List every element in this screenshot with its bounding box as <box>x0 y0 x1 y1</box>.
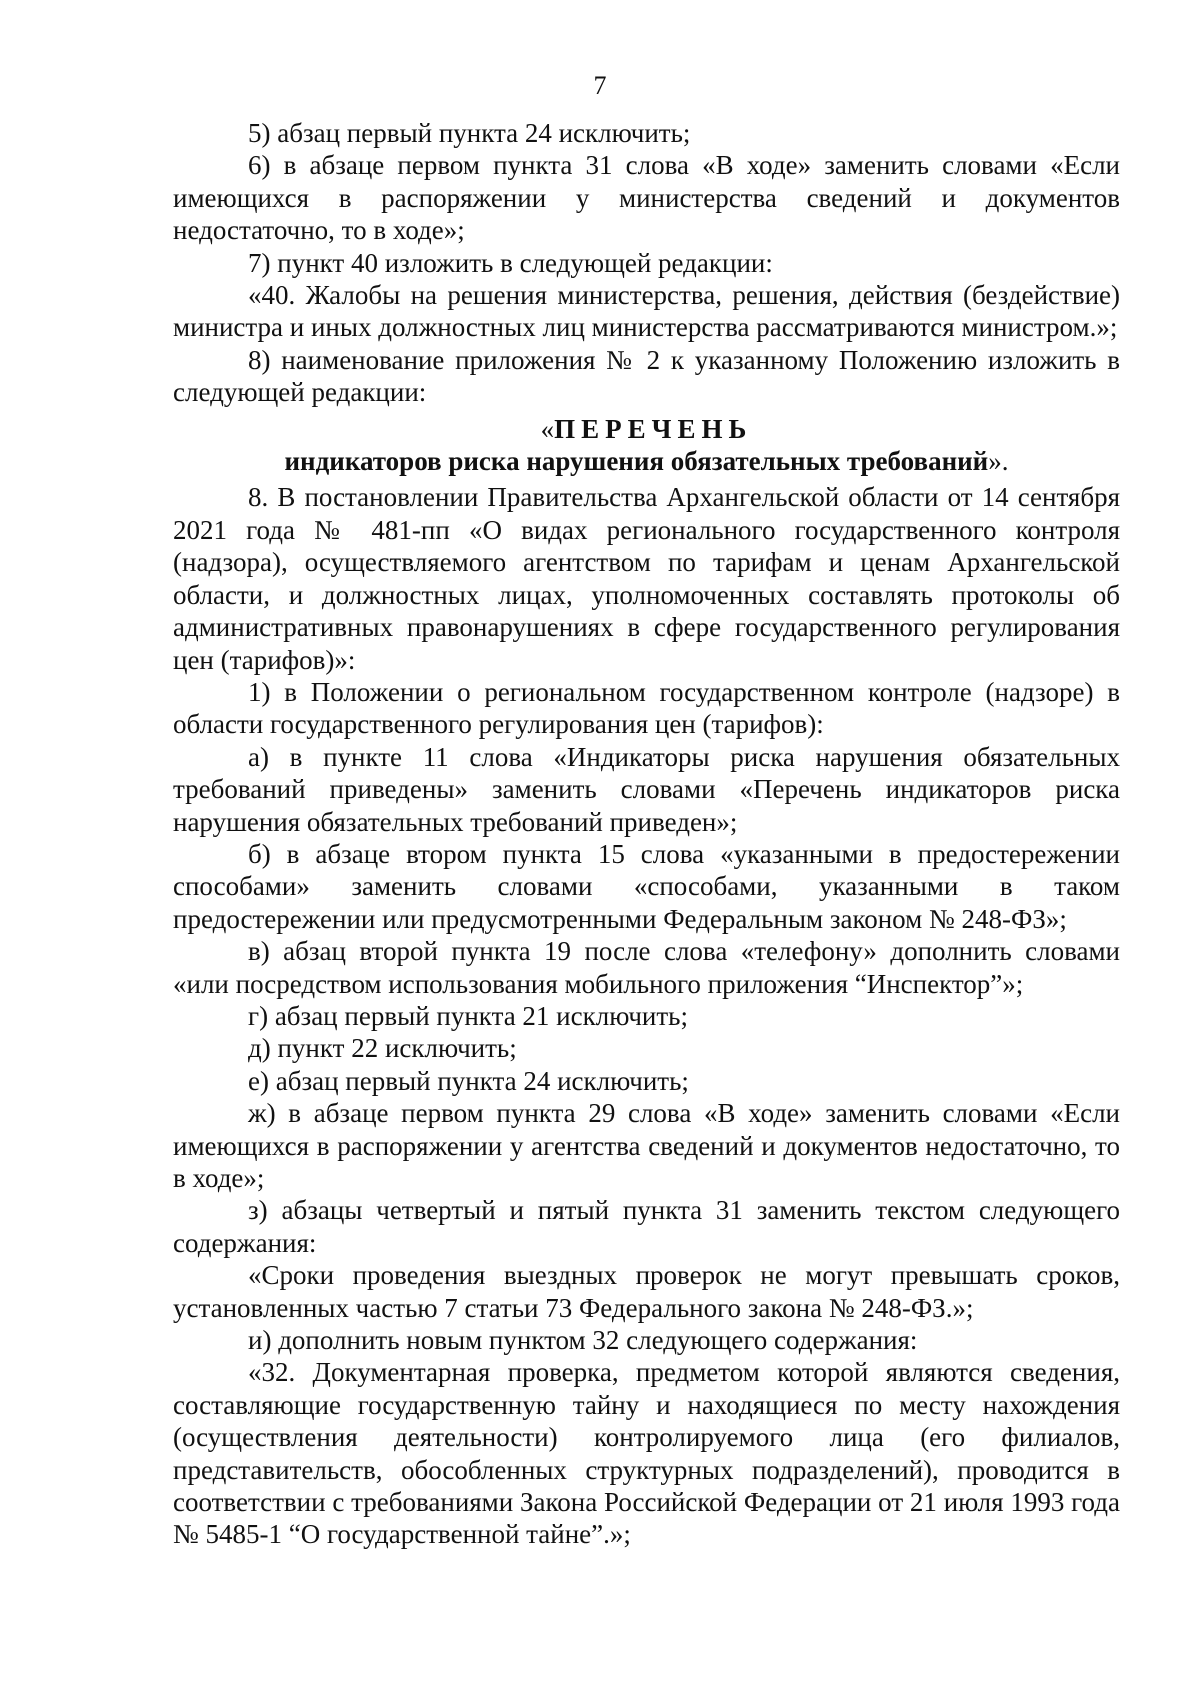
paragraph: д) пункт 22 исключить; <box>248 1033 517 1064</box>
heading-subtitle: индикаторов риска нарушения обязательных требований <box>284 446 989 477</box>
paragraph: «Сроки проведения выездных проверок не могут превышать сроков, установленных частью 7 статьи 73 Федерального закона № 248-ФЗ.»; <box>173 1260 1120 1323</box>
page-number: 7 <box>593 71 607 100</box>
list-heading-subtitle <box>173 445 1120 477</box>
document-body <box>173 117 1120 1551</box>
paragraph: и) дополнить новым пунктом 32 следующего содержания: <box>248 1325 918 1356</box>
paragraph: 8. В постановлении Правительства Архангельской области от 14 сентября 2021 года № 481-пп «О видах регионального государственного контроля (надзора), осуществляемого агентством по тарифам и ценам Архангельской области, и должностных лицах, уполномоченных составлять протоколы об административных правонарушениях в сфере государственного регулирования цен (тарифов)»: <box>173 482 1120 675</box>
list-heading-title <box>173 413 1120 445</box>
heading-title: ПЕРЕЧЕНЬ <box>554 413 753 444</box>
paragraph: «40. Жалобы на решения министерства, решения, действия (бездействие) министра и иных должностных лиц министерства рассматриваются министром.»; <box>173 280 1120 343</box>
paragraph: «32. Документарная проверка, предметом которой являются сведения, составляющие государственную тайну и находящиеся по месту нахождения (осуществления деятельности) контролируемого лица (его филиалов, представительств, обособленных структурных подразделений), проводится в соответствии с требованиями Закона Российской Федерации от 21 июля 1993 года № 5485-1 “О государственной тайне”.»; <box>173 1357 1120 1550</box>
paragraph: ж) в абзаце первом пункта 29 слова «В ходе» заменить словами «Если имеющихся в распоряжении у агентства сведений и документов недостаточно, то в ходе»; <box>173 1098 1120 1193</box>
heading-open-quote: « <box>540 413 555 444</box>
paragraph: г) абзац первый пункта 21 исключить; <box>248 1000 688 1031</box>
paragraph: а) в пункте 11 слова «Индикаторы риска нарушения обязательных требований приведены» заменить словами «Перечень индикаторов риска нарушения обязательных требований приведен»; <box>173 741 1120 837</box>
paragraph: 5) абзац первый пункта 24 исключить; <box>248 118 691 148</box>
paragraph: 1) в Положении о региональном государственном контроле (надзоре) в области государственного регулирования цен (тарифов): <box>173 676 1120 740</box>
paragraph: б) в абзаце втором пункта 15 слова «указанными в предостережении способами» заменить словами «способами, указанными в таком предостережении или предусмотренными Федеральным законом № 248-ФЗ»; <box>173 838 1120 934</box>
paragraph: 7) пункт 40 изложить в следующей редакции: <box>248 247 773 278</box>
paragraph: 8) наименование приложения № 2 к указанному Положению изложить в следующей редакции: <box>173 344 1120 408</box>
paragraph: з) абзацы четвертый и пятый пункта 31 заменить текстом следующего содержания: <box>173 1195 1120 1258</box>
heading-close-quote: ». <box>988 446 1009 477</box>
paragraph: в) абзац второй пункта 19 после слова «телефону» дополнить словами «или посредством использования мобильного приложения “Инспектор”»; <box>173 936 1120 999</box>
paragraph: 6) в абзаце первом пункта 31 слова «В ходе» заменить словами «Если имеющихся в распоряжении у министерства сведений и документов недостаточно, то в ходе»; <box>173 150 1120 246</box>
paragraph: е) абзац первый пункта 24 исключить; <box>248 1065 689 1096</box>
